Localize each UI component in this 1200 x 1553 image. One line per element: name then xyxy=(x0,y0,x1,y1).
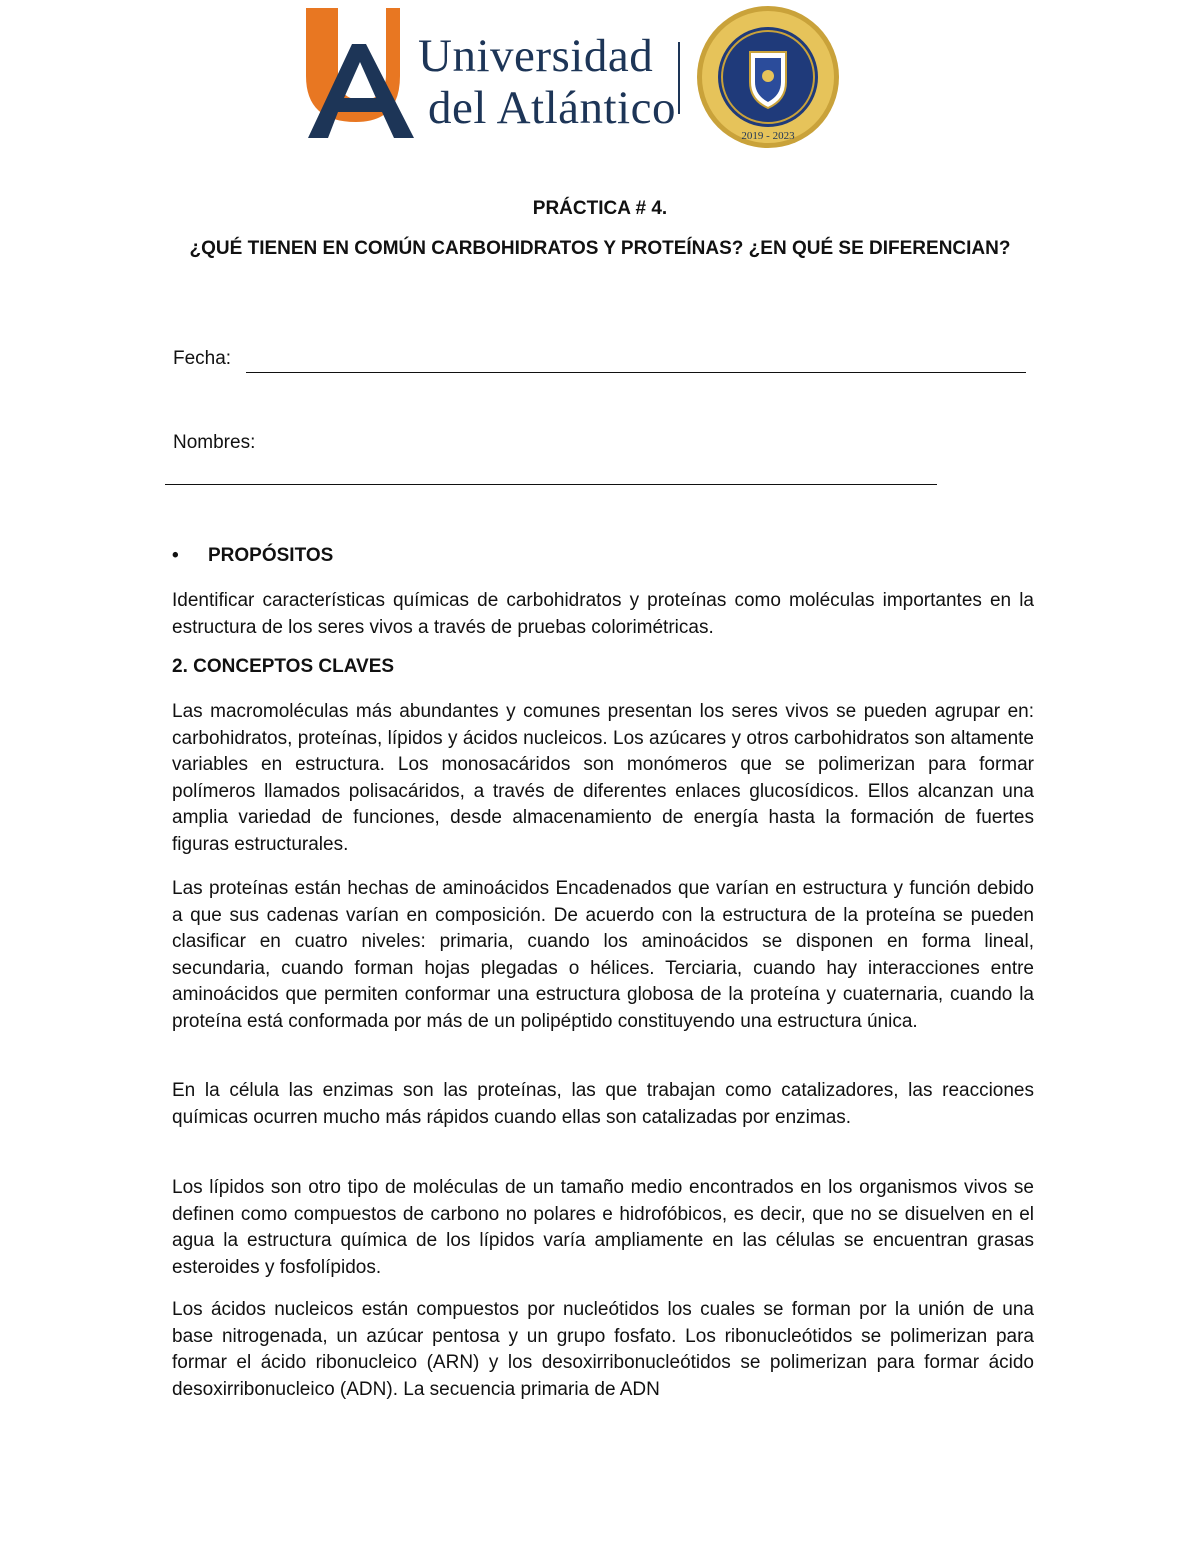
practice-title: ¿QUÉ TIENEN EN COMÚN CARBOHIDRATOS Y PROTEÍNAS? ¿EN QUÉ SE DIFERENCIAN? xyxy=(189,238,1011,259)
university-wordmark xyxy=(418,30,676,134)
paragraph-text: Los ácidos nucleicos están compuestos por nucleótidos los cuales se forman por la unión de una base nitrogenada, un azúcar pentosa y un grupo fosfato. Los ribonucleótidos se polimerizan para formar el ácido ribonucleico (ARN) y los desoxirribonucleótidos se polimerizan para formar ácido desoxirribonucleico (ADN). La secuencia primaria de ADN xyxy=(172,1299,1034,1400)
paragraph-text: Las macromoléculas más abundantes y comunes presentan los seres vivos se pueden agrupar en: carbohidratos, proteínas, lípidos y ácidos nucleicos. Los azúcares y otros carbohidratos son altamente variables en estructura. Los monosacáridos son monómeros que se polimerizan para formar polímeros llamados polisacáridos, a través de diferentes enlaces glucosídicos. Ellos alcanzan una amplia variedad de funciones, desde almacenamiento de energía hasta la formación de fuertes figuras estructurales. xyxy=(172,701,1034,855)
concepts-paragraph-4 xyxy=(172,1175,1034,1281)
date-label: Fecha: xyxy=(173,348,232,369)
practice-number: PRÁCTICA # 4. xyxy=(532,198,668,219)
purposes-section xyxy=(172,588,1034,641)
paragraph-text: En la célula las enzimas son las proteínas, las que trabajan como catalizadores, las reacciones químicas ocurren mucho más rápidos cuando ellas son catalizadas por enzimas. xyxy=(172,1080,1034,1128)
concepts-heading: 2. CONCEPTOS CLAVES xyxy=(172,656,395,677)
paragraph-text: Las proteínas están hechas de aminoácidos Encadenados que varían en estructura y función debido a que sus cadenas varían en composición. De acuerdo con la estructura de la proteína se pueden clasificar en cuatro niveles: primaria, cuando los aminoácidos se disponen en forma lineal, secundaria, cuando forman hojas plegadas o hélices. Terciaria, cuando hay interacciones entre aminoácidos que permiten conformar una estructura globosa de la proteína y cuaternaria, cuando la proteína está conformada por más de un polipéptido constituyendo una estructura única. xyxy=(172,878,1034,1032)
wordmark-line-1: Universidad xyxy=(418,30,654,82)
concepts-paragraph-3 xyxy=(172,1078,1034,1131)
wordmark-line-2: del Atlántico xyxy=(428,82,676,134)
concepts-paragraph-1 xyxy=(172,699,1034,859)
paragraph-text: Los lípidos son otro tipo de moléculas de un tamaño medio encontrados en los organismos vivos se definen como compuestos de carbono no polares e hidrofóbicos, es decir, que no se disuelven en el agua la estructura química de los lípidos varía ampliamente en las células se encuentran grasas esteroides y fosfolípidos. xyxy=(172,1177,1034,1278)
accreditation-seal-icon xyxy=(695,4,841,150)
date-field xyxy=(173,348,1028,376)
purposes-heading xyxy=(172,543,333,569)
university-logo xyxy=(300,4,860,149)
purposes-text: Identificar características químicas de carbohidratos y proteínas como moléculas importantes en la estructura de los seres vivos a través de pruebas colorimétricas. xyxy=(172,590,1034,638)
date-input-line[interactable] xyxy=(246,372,1026,373)
names-input-line[interactable] xyxy=(165,484,937,485)
purposes-heading-text: PROPÓSITOS xyxy=(208,545,334,566)
seal-years: 2019 - 2023 xyxy=(741,130,795,142)
ua-logo-mark-icon xyxy=(300,4,425,144)
bullet-icon: • xyxy=(172,545,179,566)
concepts-paragraph-2 xyxy=(172,876,1034,1036)
concepts-paragraph-5 xyxy=(172,1297,1034,1403)
names-label: Nombres: xyxy=(173,432,256,453)
logo-divider xyxy=(678,42,680,114)
